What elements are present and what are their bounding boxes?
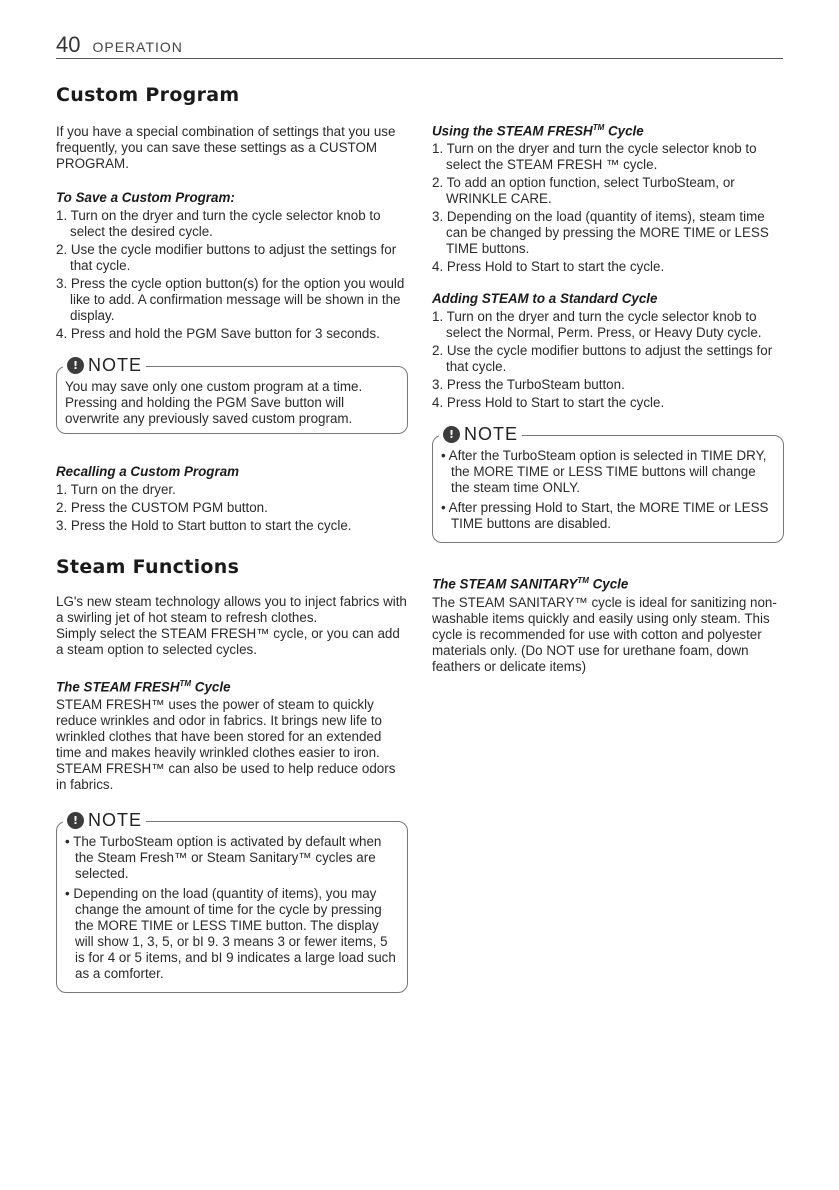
list-item: 4. Press and hold the PGM Save button for 3 seconds. <box>56 326 380 341</box>
note-header <box>439 424 522 445</box>
right-column <box>432 120 784 675</box>
list-item: • Depending on the load (quantity of items), you may change the amount of time for the cycle by pressing the MORE TIME or LESS TIME button. The display will show 1, 3, 5, or bI 9. 3 means 3 or fewer items, 5 is for 4 or 5 items, and bI 9 indicates a large load such as a comforter. <box>65 886 399 982</box>
note-label: NOTE <box>88 355 143 375</box>
section-name: OPERATION <box>92 39 183 55</box>
list-item: 2. Use the cycle modifier buttons to adjust the settings for that cycle. <box>432 343 773 375</box>
steam-note <box>56 810 408 993</box>
list-item: 1. Turn on the dryer and turn the cycle selector knob to select the Normal, Perm. Press, or Heavy Duty cycle. <box>432 309 762 341</box>
note-list <box>65 834 399 982</box>
list-item: 1. Turn on the dryer and turn the cycle selector knob to select the STEAM FRESH ™ cycle. <box>432 141 757 173</box>
using-steam-fresh-steps <box>432 141 784 275</box>
adding-steam-steps <box>432 309 784 411</box>
page-header <box>56 30 783 59</box>
steam-fresh-heading: The STEAM FRESH™ Cycle <box>56 679 231 695</box>
steam-intro-1: LG's new steam technology allows you to inject fabrics with a swirling jet of hot steam to refresh clothes. <box>56 594 407 625</box>
recall-program-heading: Recalling a Custom Program <box>56 464 240 479</box>
note-text: You may save only one custom program at a time. Pressing and holding the PGM Save button will overwrite any previously saved custom program. <box>65 379 363 426</box>
steam-sanitary-heading: The STEAM SANITARY™ Cycle <box>432 576 629 592</box>
note-header <box>63 355 146 376</box>
list-item: • After the TurboSteam option is selected in TIME DRY, the MORE TIME or LESS TIME buttons will change the steam time ONLY. <box>441 448 775 496</box>
info-icon: ! <box>443 426 460 443</box>
note-label: NOTE <box>88 810 143 831</box>
list-item: 2. Press the CUSTOM PGM button. <box>56 500 268 515</box>
list-item: 1. Turn on the dryer. <box>56 482 176 497</box>
save-program-heading: To Save a Custom Program: <box>56 190 235 205</box>
list-item: • The TurboSteam option is activated by default when the Steam Fresh™ or Steam Sanitary™ cycles are selected. <box>65 834 399 882</box>
note-list <box>441 448 775 532</box>
note-label: NOTE <box>464 424 519 445</box>
custom-program-intro: If you have a special combination of settings that you use frequently, you can save these settings as a CUSTOM PROGRAM. <box>56 124 396 171</box>
using-steam-fresh-heading: Using the STEAM FRESH™ Cycle <box>432 123 644 139</box>
info-icon: ! <box>67 812 84 829</box>
custom-program-note <box>56 355 408 434</box>
list-item: 3. Press the Hold to Start button to start the cycle. <box>56 518 352 533</box>
recall-program-steps <box>56 482 408 534</box>
list-item: 4. Press Hold to Start to start the cycle. <box>432 259 665 275</box>
list-item: • After pressing Hold to Start, the MORE TIME or LESS TIME buttons are disabled. <box>441 500 775 532</box>
turbosteam-note <box>432 424 784 543</box>
list-item: 3. Press the cycle option button(s) for the option you would like to add. A confirmation message will be shown in the display. <box>56 276 405 323</box>
steam-intro-2: Simply select the STEAM FRESH™ cycle, or you can add a steam option to selected cycles. <box>56 626 400 657</box>
info-icon: ! <box>67 357 84 374</box>
save-program-steps <box>56 208 408 342</box>
list-item: 3. Depending on the load (quantity of items), steam time can be changed by pressing the MORE TIME or LESS TIME buttons. <box>432 209 769 257</box>
steam-sanitary-text: The STEAM SANITARY™ cycle is ideal for sanitizing non-washable items quickly and easily using only steam. This cycle is recommended for use with cotton and polyester materials only. (Do NOT use for urethane foam, down feathers or delicate items) <box>432 594 777 674</box>
list-item: 2. To add an option function, select TurboSteam, or WRINKLE CARE. <box>432 175 735 207</box>
steam-fresh-text: STEAM FRESH™ uses the power of steam to quickly reduce wrinkles and odor in fabrics. It brings new life to wrinkled clothes that have been stored for an extended time and makes heavily wrinkled clothes easier to iron. STEAM FRESH™ can also be used to help reduce odors in fabrics. <box>56 697 396 793</box>
adding-steam-heading: Adding STEAM to a Standard Cycle <box>432 291 658 307</box>
left-column <box>56 84 408 993</box>
list-item: 1. Turn on the dryer and turn the cycle selector knob to select the desired cycle. <box>56 208 381 239</box>
note-header <box>63 810 146 831</box>
custom-program-title: Custom Program <box>56 84 240 106</box>
steam-functions-title: Steam Functions <box>56 556 240 578</box>
page-number: 40 <box>56 32 81 57</box>
list-item: 2. Use the cycle modifier buttons to adjust the settings for that cycle. <box>56 242 397 273</box>
list-item: 3. Press the TurboSteam button. <box>432 377 625 393</box>
list-item: 4. Press Hold to Start to start the cycle. <box>432 395 665 411</box>
